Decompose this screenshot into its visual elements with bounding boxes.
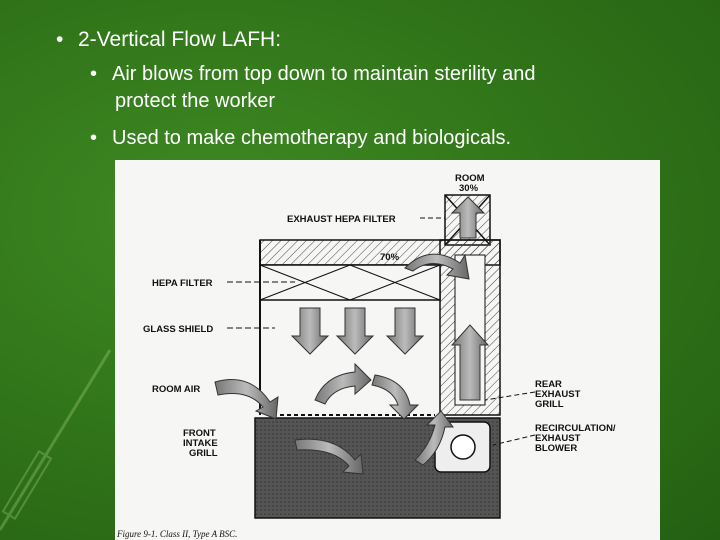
label-front-2: INTAKE — [183, 438, 218, 449]
downflow-arrows — [292, 308, 423, 354]
room-air-arrow — [215, 380, 278, 420]
label-front-1: FRONT — [183, 428, 216, 439]
figure-caption: Figure 9-1. Class II, Type A BSC. — [117, 529, 238, 539]
bsc-diagram — [115, 160, 660, 540]
bullet-dot: • — [90, 63, 98, 85]
bullet-sub-2 — [90, 125, 690, 151]
label-recirc-3: BLOWER — [535, 443, 578, 454]
bullet-sub-1-line-1: Air blows from top down to maintain sterility and — [112, 63, 536, 85]
label-rear-3: GRILL — [535, 399, 564, 410]
label-room-air: ROOM AIR — [152, 384, 201, 395]
label-recirc-2: EXHAUST — [535, 433, 581, 444]
label-rear-2: EXHAUST — [535, 389, 581, 400]
label-recirc-1: RECIRCULATION/ — [535, 423, 616, 434]
bullet-main-text: 2-Vertical Flow LAFH: — [78, 28, 282, 51]
bullet-main — [56, 27, 281, 53]
bullet-sub-2-text: Used to make chemotherapy and biologicals. — [112, 127, 512, 149]
label-rear-1: REAR — [535, 379, 562, 390]
label-room: ROOM — [455, 173, 485, 184]
bullet-dot: • — [56, 28, 64, 51]
bullet-sub-1 — [90, 61, 690, 87]
bullet-sub-1-cont — [90, 88, 715, 114]
label-front-3: GRILL — [189, 448, 218, 459]
label-hepa-filter: HEPA FILTER — [152, 278, 213, 289]
label-70pct: 70% — [380, 252, 400, 263]
bullet-dot: • — [90, 127, 98, 149]
bullet-sub-1-line-2: protect the worker — [115, 90, 276, 112]
bsc-diagram-svg — [115, 160, 660, 540]
syringe-decoration — [0, 330, 120, 540]
label-room-pct: 30% — [459, 183, 479, 194]
label-glass-shield: GLASS SHIELD — [143, 324, 214, 335]
label-exhaust-hepa: EXHAUST HEPA FILTER — [287, 214, 396, 225]
